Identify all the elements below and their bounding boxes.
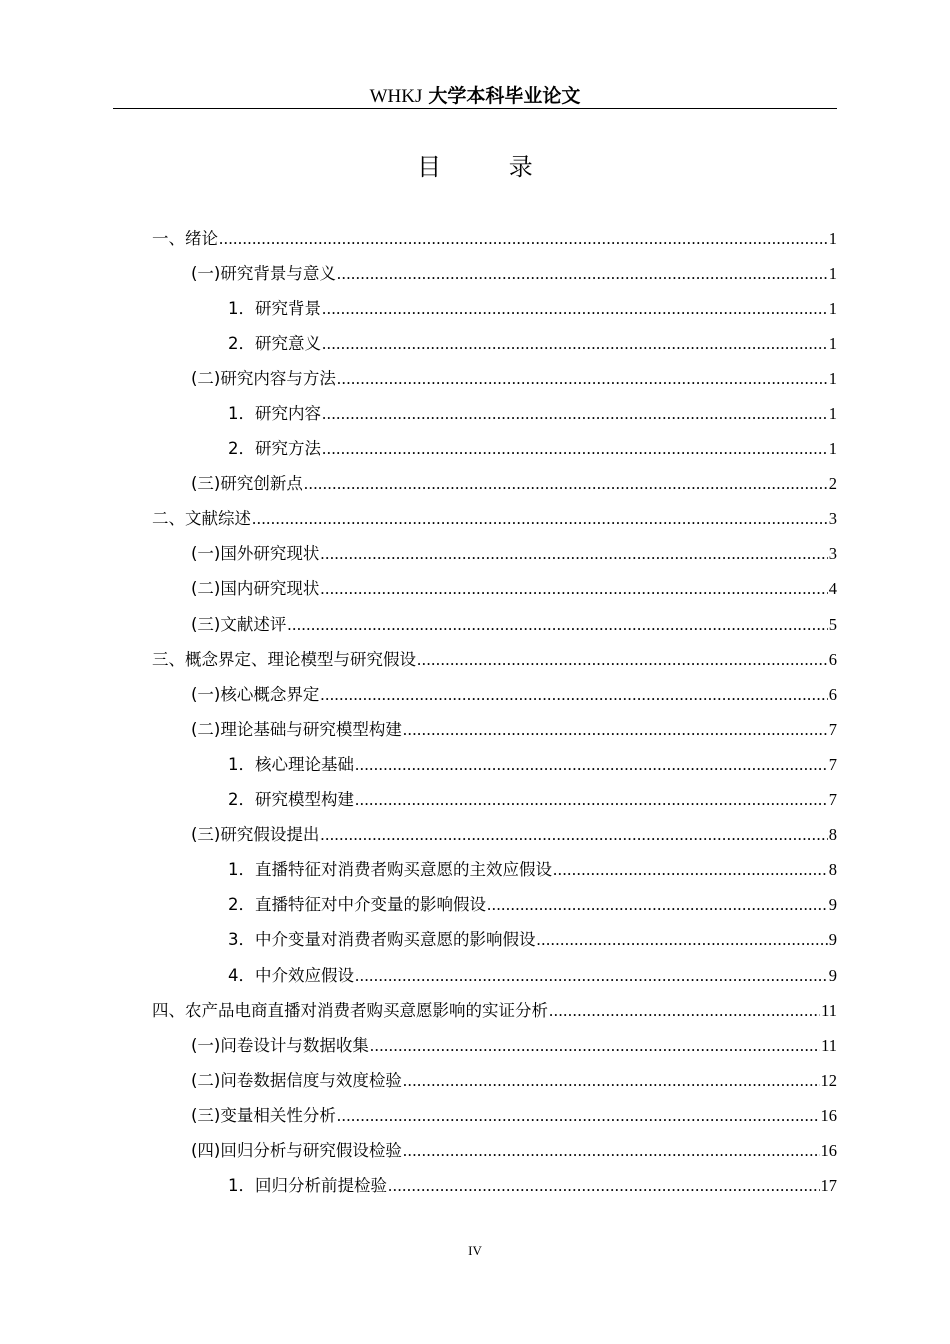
toc-entry-label: 4．中介效应假设 <box>228 965 354 985</box>
toc-entry-page: 9 <box>828 965 837 985</box>
toc-entry[interactable] <box>0 886 950 921</box>
toc-entry-page: 1 <box>828 333 837 353</box>
toc-entry[interactable] <box>0 956 950 991</box>
toc-entry-label: (一)研究背景与意义 <box>191 263 336 283</box>
table-of-contents <box>0 219 950 1202</box>
page-header <box>113 84 837 109</box>
toc-entry[interactable] <box>0 1167 950 1202</box>
toc-entry-label: 1．回归分析前提检验 <box>228 1176 387 1196</box>
toc-entry[interactable] <box>0 394 950 429</box>
toc-entry-page: 3 <box>828 544 837 564</box>
toc-leader-dots <box>355 790 828 810</box>
toc-leader-dots <box>549 1001 820 1021</box>
toc-entry-label: 2．直播特征对中介变量的影响假设 <box>228 895 486 915</box>
toc-entry[interactable] <box>0 535 950 570</box>
toc-leader-dots <box>537 930 828 950</box>
toc-entry-page: 9 <box>828 930 837 950</box>
toc-leader-dots <box>320 544 827 564</box>
toc-entry-page: 8 <box>828 860 837 880</box>
toc-entry[interactable] <box>0 430 950 465</box>
toc-entry-label: 1．核心理论基础 <box>228 754 354 774</box>
toc-entry-page: 2 <box>828 474 837 494</box>
toc-leader-dots <box>322 299 828 319</box>
toc-entry[interactable] <box>0 640 950 675</box>
toc-entry-page: 12 <box>820 1070 837 1090</box>
toc-entry-label: 2．研究意义 <box>228 333 321 353</box>
toc-entry-page: 7 <box>828 790 837 810</box>
toc-entry-label: (二)国内研究现状 <box>191 579 320 599</box>
toc-entry-page: 1 <box>828 228 837 248</box>
toc-title: 目 录 <box>417 153 563 181</box>
toc-entry[interactable] <box>0 570 950 605</box>
toc-entry[interactable] <box>0 465 950 500</box>
toc-leader-dots <box>417 650 828 670</box>
toc-entry-page: 1 <box>828 263 837 283</box>
toc-entry-label: 3．中介变量对消费者购买意愿的影响假设 <box>228 930 536 950</box>
toc-leader-dots <box>355 755 828 775</box>
toc-entry-label: 三、概念界定、理论模型与研究假设 <box>152 649 416 669</box>
toc-entry[interactable] <box>0 359 950 394</box>
toc-leader-dots <box>219 229 828 249</box>
toc-entry[interactable] <box>0 816 950 851</box>
toc-leader-dots <box>337 1106 820 1126</box>
toc-entry-page: 17 <box>820 1176 837 1196</box>
toc-leader-dots <box>388 1176 820 1196</box>
toc-entry-page: 6 <box>828 684 837 704</box>
toc-entry[interactable] <box>0 1061 950 1096</box>
toc-entry-label: 1．研究背景 <box>228 298 321 318</box>
toc-entry[interactable] <box>0 605 950 640</box>
toc-leader-dots <box>403 1071 820 1091</box>
toc-entry-page: 1 <box>828 368 837 388</box>
toc-entry-page: 5 <box>828 614 837 634</box>
toc-entry-page: 3 <box>828 509 837 529</box>
toc-entry[interactable] <box>0 851 950 886</box>
toc-entry-label: (一)国外研究现状 <box>191 544 320 564</box>
toc-entry[interactable] <box>0 324 950 359</box>
toc-leader-dots <box>403 720 828 740</box>
toc-leader-dots <box>337 369 828 389</box>
toc-entry[interactable] <box>0 1096 950 1131</box>
toc-entry-label: (二)问卷数据信度与效度检验 <box>191 1070 402 1090</box>
toc-entry-page: 1 <box>828 439 837 459</box>
toc-entry-label: (三)研究假设提出 <box>191 825 320 845</box>
toc-entry-label: 2．研究方法 <box>228 439 321 459</box>
toc-entry[interactable] <box>0 219 950 254</box>
toc-entry-label: 1．研究内容 <box>228 404 321 424</box>
toc-entry[interactable] <box>0 1131 950 1166</box>
toc-leader-dots <box>320 825 827 845</box>
toc-entry[interactable] <box>0 254 950 289</box>
toc-leader-dots <box>355 966 828 986</box>
toc-entry-page: 16 <box>820 1140 837 1160</box>
toc-entry[interactable] <box>0 500 950 535</box>
toc-entry[interactable] <box>0 991 950 1026</box>
toc-leader-dots <box>320 579 827 599</box>
toc-entry-label: 一、绪论 <box>152 228 218 248</box>
toc-entry-label: (三)研究创新点 <box>191 474 303 494</box>
toc-entry-page: 1 <box>828 298 837 318</box>
toc-leader-dots <box>370 1036 820 1056</box>
header-latin: WHKJ <box>369 86 423 107</box>
toc-entry-page: 1 <box>828 404 837 424</box>
toc-entry-page: 8 <box>828 825 837 845</box>
page-number: IV <box>468 1243 482 1258</box>
toc-entry-label: 二、文献综述 <box>152 509 251 529</box>
toc-entry-page: 4 <box>828 579 837 599</box>
toc-entry-label: (二)研究内容与方法 <box>191 368 336 388</box>
toc-entry-page: 6 <box>828 649 837 669</box>
toc-entry[interactable] <box>0 921 950 956</box>
toc-entry-page: 11 <box>821 1035 837 1055</box>
toc-entry-label: 1．直播特征对消费者购买意愿的主效应假设 <box>228 860 552 880</box>
toc-entry-page: 16 <box>820 1105 837 1125</box>
toc-entry-label: (三)文献述评 <box>191 614 287 634</box>
toc-leader-dots <box>322 334 828 354</box>
toc-entry-label: (三)变量相关性分析 <box>191 1105 336 1125</box>
header-title: 大学本科毕业论文 <box>428 85 581 107</box>
toc-leader-dots <box>487 895 828 915</box>
toc-entry-label: (一)问卷设计与数据收集 <box>191 1035 369 1055</box>
toc-entry-page: 7 <box>828 754 837 774</box>
toc-leader-dots <box>287 615 827 635</box>
toc-leader-dots <box>304 474 828 494</box>
header-rule <box>113 108 837 109</box>
toc-entry-label: (四)回归分析与研究假设检验 <box>191 1140 402 1160</box>
toc-entry[interactable] <box>0 710 950 745</box>
toc-leader-dots <box>322 439 828 459</box>
toc-entry-page: 11 <box>821 1000 837 1020</box>
toc-entry[interactable] <box>0 781 950 816</box>
toc-entry-label: 2．研究模型构建 <box>228 790 354 810</box>
toc-leader-dots <box>403 1141 820 1161</box>
toc-leader-dots <box>252 509 828 529</box>
toc-leader-dots <box>553 860 828 880</box>
toc-entry[interactable] <box>0 745 950 780</box>
toc-entry-page: 7 <box>828 719 837 739</box>
toc-leader-dots <box>322 404 828 424</box>
toc-entry-page: 9 <box>828 895 837 915</box>
toc-entry[interactable] <box>0 1026 950 1061</box>
toc-leader-dots <box>337 264 828 284</box>
toc-leader-dots <box>320 685 827 705</box>
toc-entry[interactable] <box>0 289 950 324</box>
toc-entry-label: 四、农产品电商直播对消费者购买意愿影响的实证分析 <box>152 1000 548 1020</box>
toc-entry[interactable] <box>0 675 950 710</box>
toc-entry-label: (一)核心概念界定 <box>191 684 320 704</box>
toc-entry-label: (二)理论基础与研究模型构建 <box>191 719 402 739</box>
